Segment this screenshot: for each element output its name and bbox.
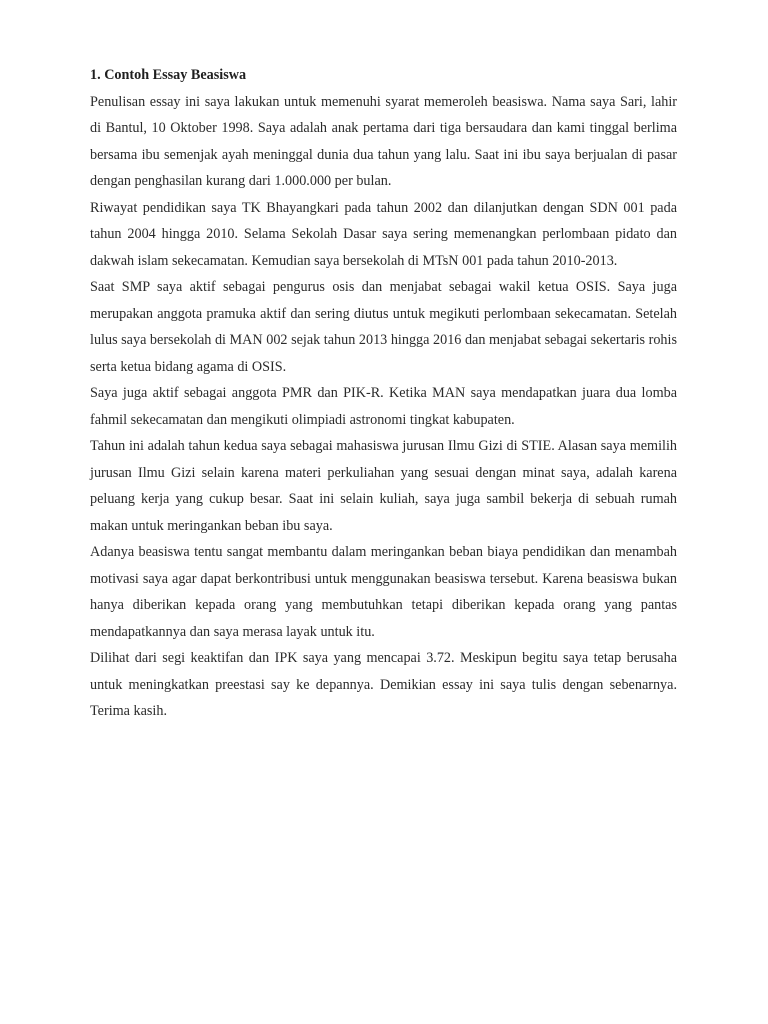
essay-title: 1. Contoh Essay Beasiswa bbox=[90, 67, 247, 83]
paragraph-scholarship-motivation: Adanya beasiswa tentu sangat membantu dalam meringankan beban biaya pendidikan dan menambah motivasi saya agar dapat berkontribusi untuk menggunakan beasiswa tersebut. Karena beasiswa bukan hanya diberikan kepada orang yang membutuhkan tetapi diberikan kepada orang yang pantas mendapatkannya dan saya merasa layak untuk itu. bbox=[90, 544, 677, 640]
paragraph-university: Tahun ini adalah tahun kedua saya sebagai mahasiswa jurusan Ilmu Gizi di STIE. Alasan saya memilih jurusan Ilmu Gizi selain karena materi perkuliahan yang sesuai dengan minat saya, adalah karena peluang kerja yang cukup besar. Saat ini selain kuliah, saya juga sambil bekerja di sebuah rumah makan untuk meringankan beban ibu saya. bbox=[90, 438, 677, 534]
paragraph-activities: Saya juga aktif sebagai anggota PMR dan PIK-R. Ketika MAN saya mendapatkan juara dua lomba fahmil sekecamatan dan mengikuti olimpiadi astronomi tingkat kabupaten. bbox=[90, 385, 677, 428]
paragraph-education-history: Riwayat pendidikan saya TK Bhayangkari pada tahun 2002 dan dilanjutkan dengan SDN 001 pada tahun 2004 hingga 2010. Selama Sekolah Dasar saya sering memenangkan perlombaan pidato dan dakwah islam sekecamatan. Kemudian saya bersekolah di MTsN 001 pada tahun 2010-2013. bbox=[90, 199, 677, 269]
document-page bbox=[90, 62, 677, 725]
paragraph-intro: Penulisan essay ini saya lakukan untuk memenuhi syarat memeroleh beasiswa. Nama saya Sari, lahir di Bantul, 10 Oktober 1998. Saya adalah anak pertama dari tiga bersaudara dan kami tinggal berlima bersama ibu semenjak ayah meninggal dunia dua tahun yang lalu. Saat ini ibu saya berjualan di pasar dengan penghasilan kurang dari 1.000.000 per bulan. bbox=[90, 93, 677, 189]
paragraph-closing: Dilihat dari segi keaktifan dan IPK saya yang mencapai 3.72. Meskipun begitu saya tetap berusaha untuk meningkatkan preestasi say ke depannya. Demikian essay ini saya tulis dengan sebenarnya. Terima kasih. bbox=[90, 650, 677, 719]
paragraph-junior-high: Saat SMP saya aktif sebagai pengurus osis dan menjabat sebagai wakil ketua OSIS. Saya juga merupakan anggota pramuka aktif dan sering diutus untuk megikuti perlombaan sekecamatan. Setelah lulus saya bersekolah di MAN 002 sejak tahun 2013 hingga 2016 dan menjabat sebagai sekertaris rohis serta ketua bidang agama di OSIS. bbox=[90, 279, 677, 375]
